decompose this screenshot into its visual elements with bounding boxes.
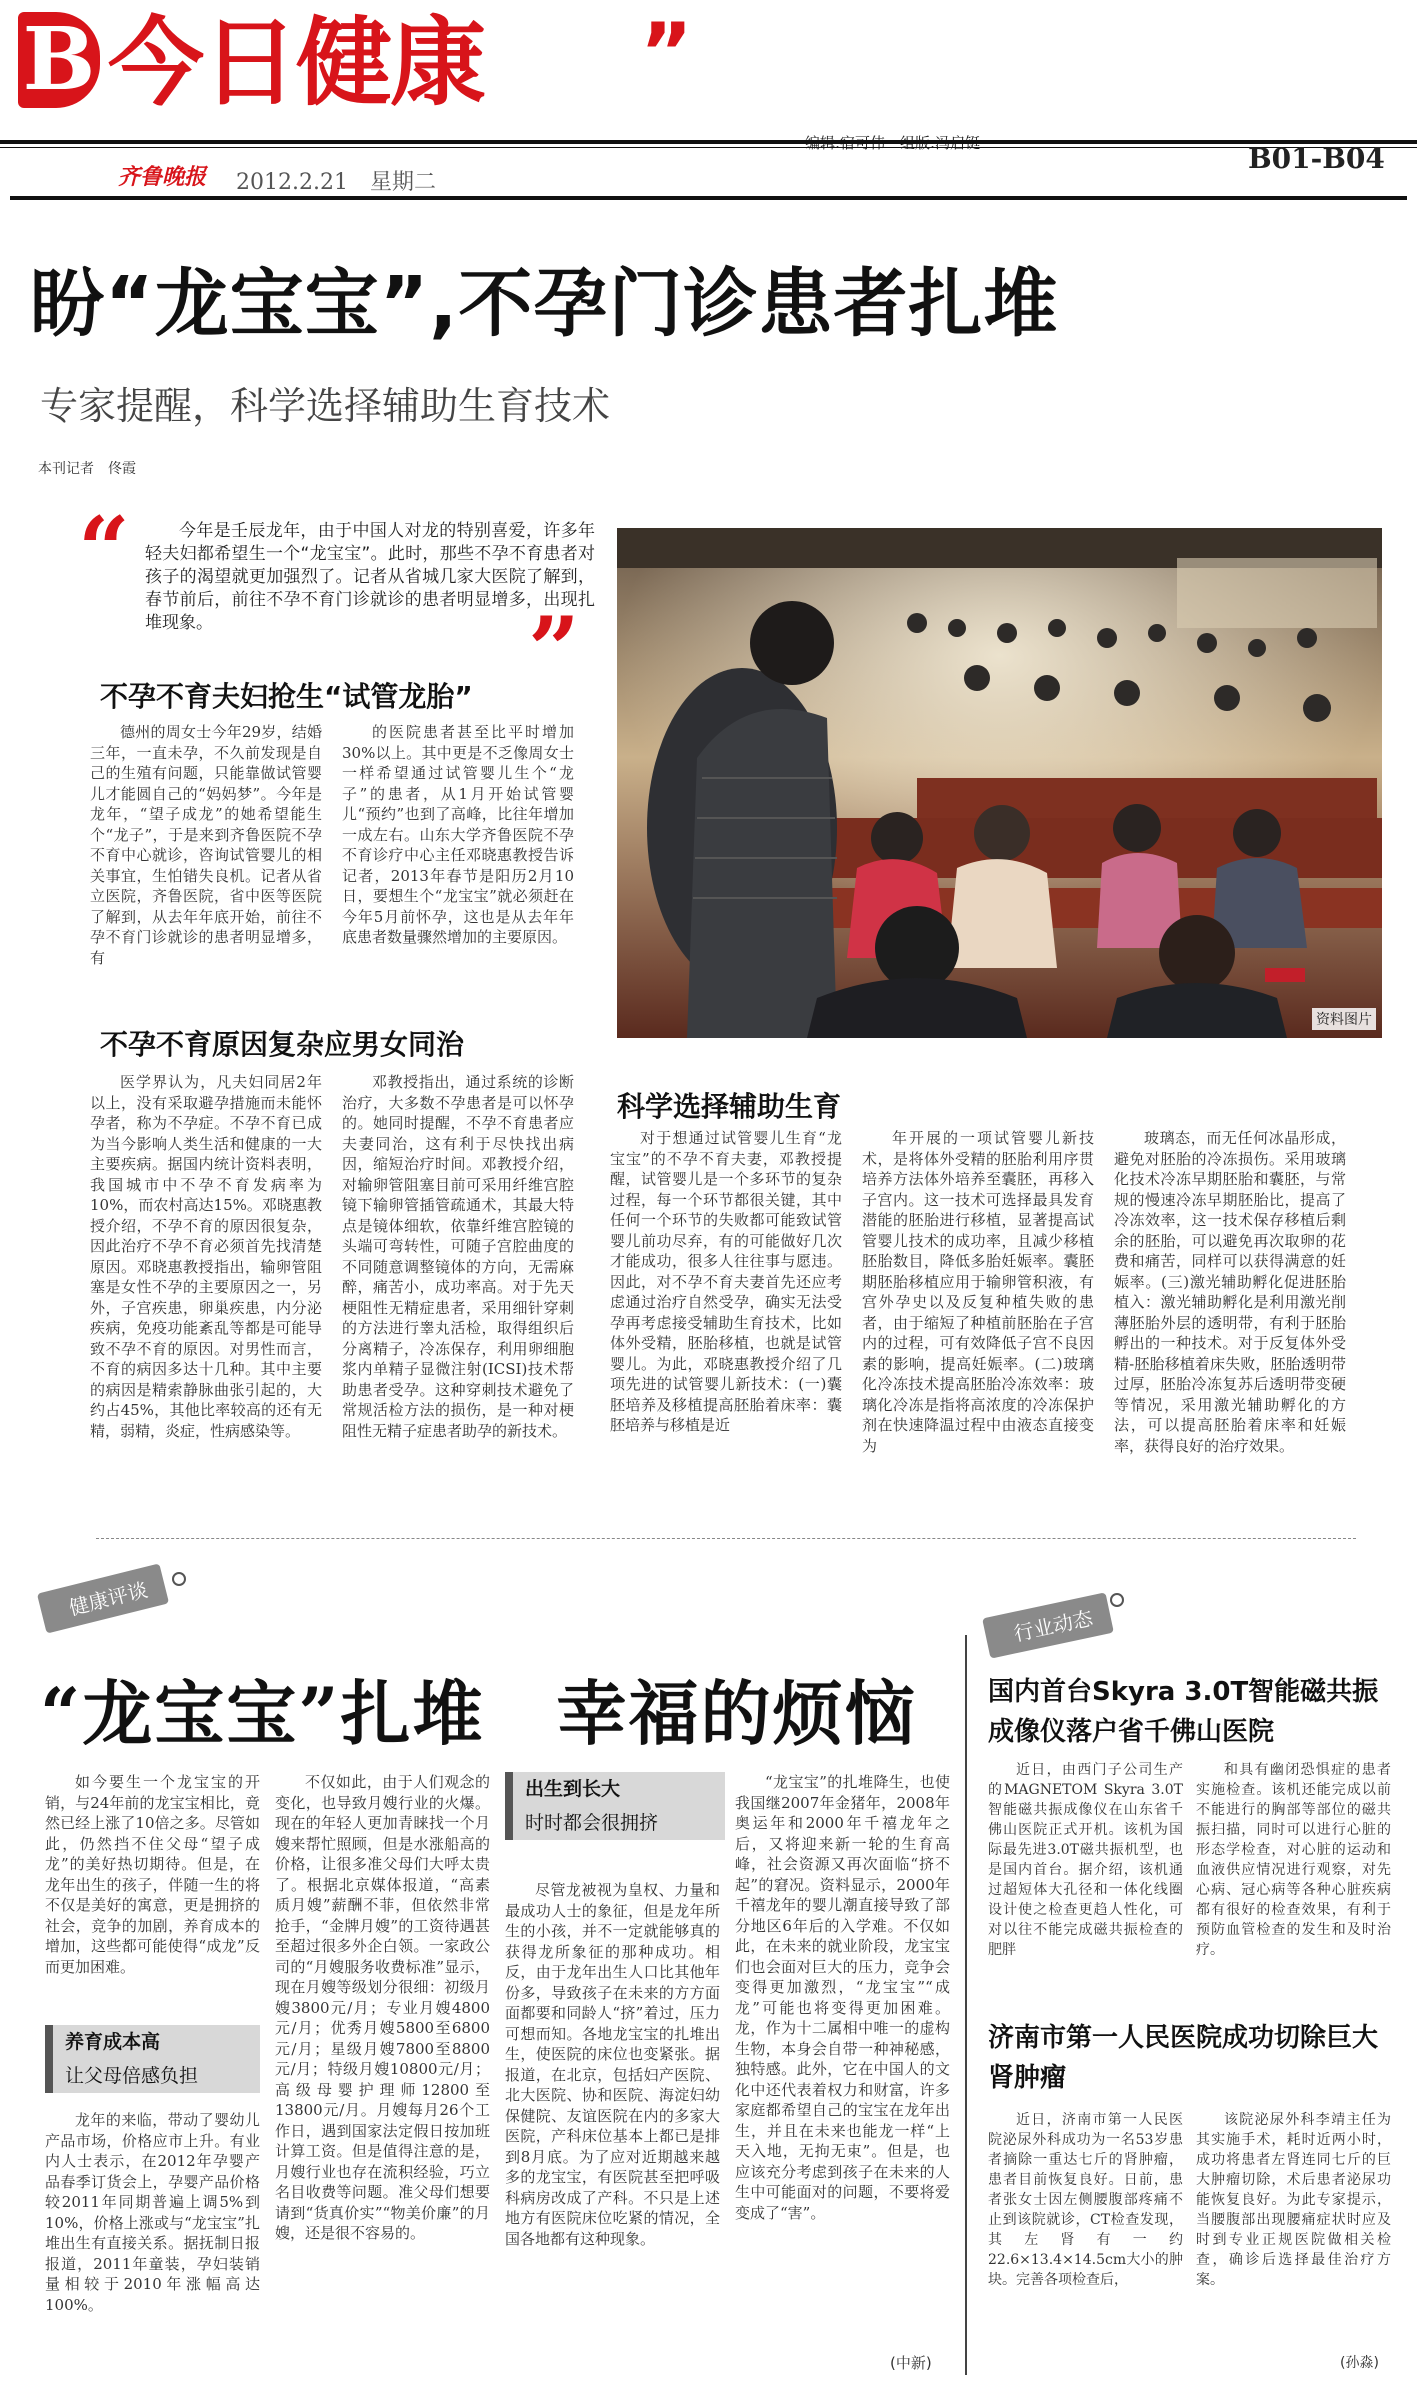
commentary-column-4: “龙宝宝”的扎堆降生，也使我国继2007年金猪年，2008年奥运年和2000年千禧龙年之后，又将迎来新一轮的生育高峰，社会资源又再次面临“挤不起”的窘况。资料显示，2000年千禧龙年的婴儿潮直接导致了部分地区6年后的入学难。不仅如此，在未来的就业阶段，龙宝宝们也会面对巨大的压力，竞争会变得更加激烈，“龙宝宝”“成龙”可能也将变得更加困难。龙，作为十二属相中唯一的虚构生物，本身会自带一种神秘感，独特感。此外，它在中国人的文化中还代表着权力和财富，许多家庭都希望自己的宝宝在龙年出生，并且在未来也能龙一样“上天入地，无拘无束”。但是，也应该充分考虑到孩子在未来的人生中可能面对的问题，不要将爱变成了“害”。 xyxy=(735,1773,950,2222)
section2-column-1: 医学界认为，凡夫妇同居2年以上，没有采取避孕措施而未能怀孕者，称为不孕症。不孕不育已成为当今影响人类生活和健康的一大主要疾病。据国内统计资料表明，我国城市中不孕不育发病率为10%，而农村高达15%。邓晓惠教授介绍，不孕不育的原因很复杂，因此治疗不孕不育必须首先找清楚原因。邓晓惠教授指出，输卵管阻塞是女性不孕的主要原因之一，另外，子宫疾患，卵巢疾患，内分泌疾病，免疫功能紊乱等都是可能导致不孕不育的原因。对男性而言，不育的病因多达十几种。其中主要的病因是精索静脉曲张引起的，大约占45%，其他比率较高的还有无精，弱精，炎症，性病感染等。 xyxy=(90,1073,322,1440)
subtitle-box-2-title: 出生到长大 xyxy=(525,1778,621,1800)
commentary-column-2: 不仅如此，由于人们观念的变化，也导致月嫂行业的火爆。现在的年轻人更加青睐找一个月嫂来帮忙照顾，但是水涨船高的价格，让很多准父母们大呼太贵了。根据北京媒体报道，“高素质月嫂”薪酬不菲，但依然非常抢手，“金牌月嫂”的工资待遇甚至超过很多外企白领。一家政公司的“月嫂服务收费标准”显示，现在月嫂等级划分很细：初级月嫂3800元/月；专业月嫂4800元/月；优秀月嫂5800至6800元/月；星级月嫂7800至8800元/月；特级月嫂10800元/月；高级母婴护理师12800至13800元/月。月嫂每月26个工作日，遇到国家法定假日按加班计算工资。但是值得注意的是，月嫂行业也存在流积经验，巧立名目收费等问题。准父母们想要请到“货真价实”“物美价廉”的月嫂，还是很不容易的。 xyxy=(275,1773,490,2242)
commentary-column-3: 尽管龙被视为皇权、力量和最成功人士的象征，但是龙年所生的小孩，并不一定就能够真的获得龙所象征的那种成功。相反，由于龙年出生人口比其他年份多，导致孩子在未来的方方面面都要和同龄人“挤”着过，压力可想而知。各地龙宝宝的扎堆出生，使医院的床位也变紧张。据报道，在北京，包括妇产医院、北大医院、协和医院、海淀妇幼保健院、友谊医院在内的多家大医院，产科床位基本上都已是排到8月底。为了应对近期越来越多的龙宝宝，有医院甚至把呼吸科病房改成了产科。不只是上述地方有医院床位吃紧的情况，全国各地都有这种现象。 xyxy=(505,1881,720,2248)
issue-date: 2012.2.21 星期二 xyxy=(236,170,436,195)
commentary-column-1b: 龙年的来临，带动了婴幼儿产品市场，价格应市上升。有业内人士表示，在2012年孕婴产品春季订货会上，孕婴产品价格较2011年同期普遍上调5%到10%，价格上涨或与“龙宝宝”扎堆出生有直接关系。据抚制日报报道，2011年童装，孕妇装销量相较于2010年涨幅高达100%。 xyxy=(45,2111,260,2314)
tag-hole-icon xyxy=(1110,1593,1124,1607)
industry-headline-2: 济南市第一人民医院成功切除巨大肾肿瘤 xyxy=(988,2023,1379,2093)
main-subhead: 专家提醒，科学选择辅助生育技术 xyxy=(40,384,611,428)
main-headline: 盼“龙宝宝”,不孕门诊患者扎堆 xyxy=(30,261,1059,347)
title-quote-mark: ” xyxy=(640,6,693,99)
industry-story1-column-1: 近日，由西门子公司生产的MAGNETOM Skyra 3.0T智能磁共振成像仪在山东省千佛山医院正式开机。该机为国际最先进3.0T磁共振机型，也是国内首台。据介绍，该机通过超短体大孔径和一体化线圈设计使之检查更趋人性化，可对以往不能完成磁共振检查的肥胖 xyxy=(988,1762,1183,1958)
masthead-bottom-rule xyxy=(10,196,1407,200)
industry-story2-column-1: 近日，济南市第一人民医院泌尿外科成功为一名53岁患者摘除一重达七斤的肾肿瘤，患者目前恢复良好。日前，患者张女士因左侧腰腹部疼痛不止到该院就诊，CT检查发现，其左肾有一约22.6×13.4×14.5cm大小的肿块。完善各项检查后， xyxy=(988,2112,1183,2288)
photo-caption: 资料图片 xyxy=(1312,1008,1376,1030)
masthead-rule xyxy=(0,140,1417,144)
tag-hole-icon xyxy=(172,1572,186,1586)
industry-headline-1: 国内首台Skyra 3.0T智能磁共振成像仪落户省千佛山医院 xyxy=(988,1677,1379,1747)
byline: 本刊记者 佟霞 xyxy=(38,461,136,477)
section3-column-2: 年开展的一项试管婴儿新技术，是将体外受精的胚胎利用序贯培养方法体外培养至囊胚，再移入子宫内。这一技术可选择最具发育潜能的胚胎进行移植，显著提高试管婴儿技术的成功率，且减少移植胚胎数目，降低多胎妊娠率。囊胚期胚胎移植应用于输卵管积液，有宫外孕史以及反复种植失败的患者，由于缩短了种植前胚胎在子宫内的过程，可有效降低子宫不良因素的影响，提高妊娠率。(二)玻璃化冷冻技术提高胚胎冷冻效率：玻璃化冷冻是指将高浓度的冷冻保护剂在快速降温过程中由液态直接变为 xyxy=(862,1129,1094,1455)
commentary-column-1: 如今要生一个龙宝宝的开销，与24年前的龙宝宝相比，竟然已经上涨了10倍之多。尽管如此，仍然挡不住父母“望子成龙”的美好热切期待。但是，在龙年出生的孩子，伴随一生的将不仅是美好的寓意，更是拥挤的社会，竞争的加剧，养育成本的增加，这些都可能使得“成龙”反而更加困难。 xyxy=(45,1773,260,1976)
section-divider xyxy=(96,1538,1356,1539)
industry-story2-column-2: 该院泌尿外科李靖主任为其实施手术，耗时近两小时，成功将患者左肾连同七斤的巨大肿瘤切除，术后患者泌尿功能恢复良好。为此专家提示，当腰腹部出现腰痛症状时应及时到专业正规医院做相关检查，确诊后选择最佳治疗方案。 xyxy=(1196,2112,1391,2288)
industry-author: (孙淼) xyxy=(1340,2355,1379,2371)
paper-name: 齐鲁晚报 xyxy=(118,164,207,190)
industry-story1-column-2: 和具有幽闭恐惧症的患者实施检查。该机还能完成以前不能进行的胸部等部位的磁共振扫描，同时可以进行心脏的形态学检查，对心脏的运动和血液供应情况进行观察，对先心病、冠心病等各种心脏疾病都有很好的检查效果，有利于预防血管检查的发生和及时治疗。 xyxy=(1196,1762,1391,1958)
section-logo: B xyxy=(18,12,100,108)
subtitle-box-1-title: 养育成本高 xyxy=(65,2031,161,2053)
photo-illustration xyxy=(617,528,1382,1038)
section3-title: 科学选择辅助生育 xyxy=(617,1090,842,1123)
subtitle-box-1-sub: 让父母倍感负担 xyxy=(65,2065,199,2087)
section1-column-2: 的医院患者甚至比平时增加30%以上。其中更是不乏像周女士一样希望通过试管婴儿生个“龙子”的患者，从1月开始试管婴儿“预约”也到了高峰，比往年增加一成左右。山东大学齐鲁医院不孕不育诊疗中心主任邓晓惠教授告诉记者，2013年春节是阳历2月10日，要想生个“龙宝宝”就必须赶在今年5月前怀孕，这也是从去年年底患者数量骤然增加的主要原因。 xyxy=(342,723,574,946)
industry-tag: 行业动态 xyxy=(982,1592,1114,1658)
section-title: 今日健康 xyxy=(108,7,484,119)
subtitle-box-2-sub: 时时都会很拥挤 xyxy=(525,1812,659,1834)
section1-column-1: 德州的周女士今年29岁，结婚三年，一直未孕，不久前发现是自己的生殖有问题，只能靠做试管婴儿才能圆自己的“妈妈梦”。今年是龙年，“望子成龙”的她希望能生个“龙子”，于是来到齐鲁医院不孕不育中心就诊，咨询试管婴儿的相关事宜，生怕错失良机。记者从省立医院，齐鲁医院，省中医等医院了解到，从去年年底开始，前往不孕不育门诊就诊的患者明显增多，有 xyxy=(90,723,322,967)
section2-column-2: 邓教授指出，通过系统的诊断治疗，大多数不孕患者是可以怀孕的。她同时提醒，不孕不育患者应夫妻同治，这有利于尽快找出病因，缩短治疗时间。邓教授介绍，对输卵管阻塞目前可采用纤维宫腔镜下输卵管插管疏通术，其最大特点是镜体细软，依靠纤维宫腔镜的头端可弯转性，可随子宫腔曲度的不同随意调整镜体的方向，无需麻醉，痛苦小，成功率高。对于先天梗阻性无精症患者，采用细针穿刺的方法进行睾丸活检，取得组织后分离精子，冷冻保存，利用卵细胞浆内单精子显微注射(ICSI)技术帮助患者受孕。这种穿刺技术避免了常规活检方法的损伤，是一种对梗阻性无精子症患者助孕的新技术。 xyxy=(342,1073,574,1440)
commentary-tag: 健康评谈 xyxy=(37,1563,169,1633)
close-quote-icon: ” xyxy=(528,597,580,703)
waiting-room-photo xyxy=(617,528,1382,1038)
masthead-thin-rule xyxy=(0,147,1417,148)
section2-title: 不孕不育原因复杂应男女同治 xyxy=(100,1028,465,1061)
commentary-headline: “龙宝宝”扎堆 幸福的烦恼 xyxy=(40,1672,917,1755)
lede-paragraph: 今年是壬辰龙年，由于中国人对龙的特别喜爱，许多年轻夫妇都希望生一个“龙宝宝”。此时，那些不孕不育患者对孩子的渴望就更加强烈了。记者从省城几家大医院了解到，春节前后，前往不孕不育门诊就诊的患者明显增多，出现扎堆现象。 xyxy=(145,521,595,633)
open-quote-icon: “ xyxy=(78,497,130,603)
page-range: B01-B04 xyxy=(1248,142,1385,175)
section1-title: 不孕不育夫妇抢生“试管龙胎” xyxy=(100,680,473,713)
section3-column-3: 玻璃态，而无任何冰晶形成，避免对胚胎的冷冻损伤。采用玻璃化技术冷冻早期胚胎和囊胚，与常规的慢速冷冻早期胚胎比，提高了冷冻效率，这一技术保存移植后剩余的胚胎，可以避免再次取卵的花费和痛苦，同样可以获得满意的妊娠率。(三)激光辅助孵化促进胚胎植入：激光辅助孵化是利用激光削薄胚胎外层的透明带，有利于胚胎孵出的一种技术。对于反复体外受精-胚胎移植着床失败，胚胎透明带过厚，胚胎冷冻复苏后透明带变硬等情况，采用激光辅助孵化的方法，可以提高胚胎着床率和妊娠率，获得良好的治疗效果。 xyxy=(1114,1129,1346,1455)
subtitle-box-1 xyxy=(45,2025,260,2093)
subtitle-box-2 xyxy=(505,1772,725,1840)
commentary-author: (中新) xyxy=(890,2354,932,2372)
section3-column-1: 对于想通过试管婴儿生育“龙宝宝”的不孕不育夫妻，邓教授提醒，试管婴儿是一个多环节的复杂过程，每一个环节都很关键，其中任何一个环节的失败都可能致试管婴儿前功尽弃，有的可能做好几次才能成功，很多人往往事与愿违。因此，对不孕不育夫妻首先还应考虑通过治疗自然受孕，确实无法受孕再考虑接受辅助生育技术，比如体外受精，胚胎移植，也就是试管婴儿。为此，邓晓惠教授介绍了几项先进的试管婴儿新技术：(一)囊胚培养及移植提高胚胎着床率：囊胚培养与移植是近 xyxy=(610,1129,842,1434)
